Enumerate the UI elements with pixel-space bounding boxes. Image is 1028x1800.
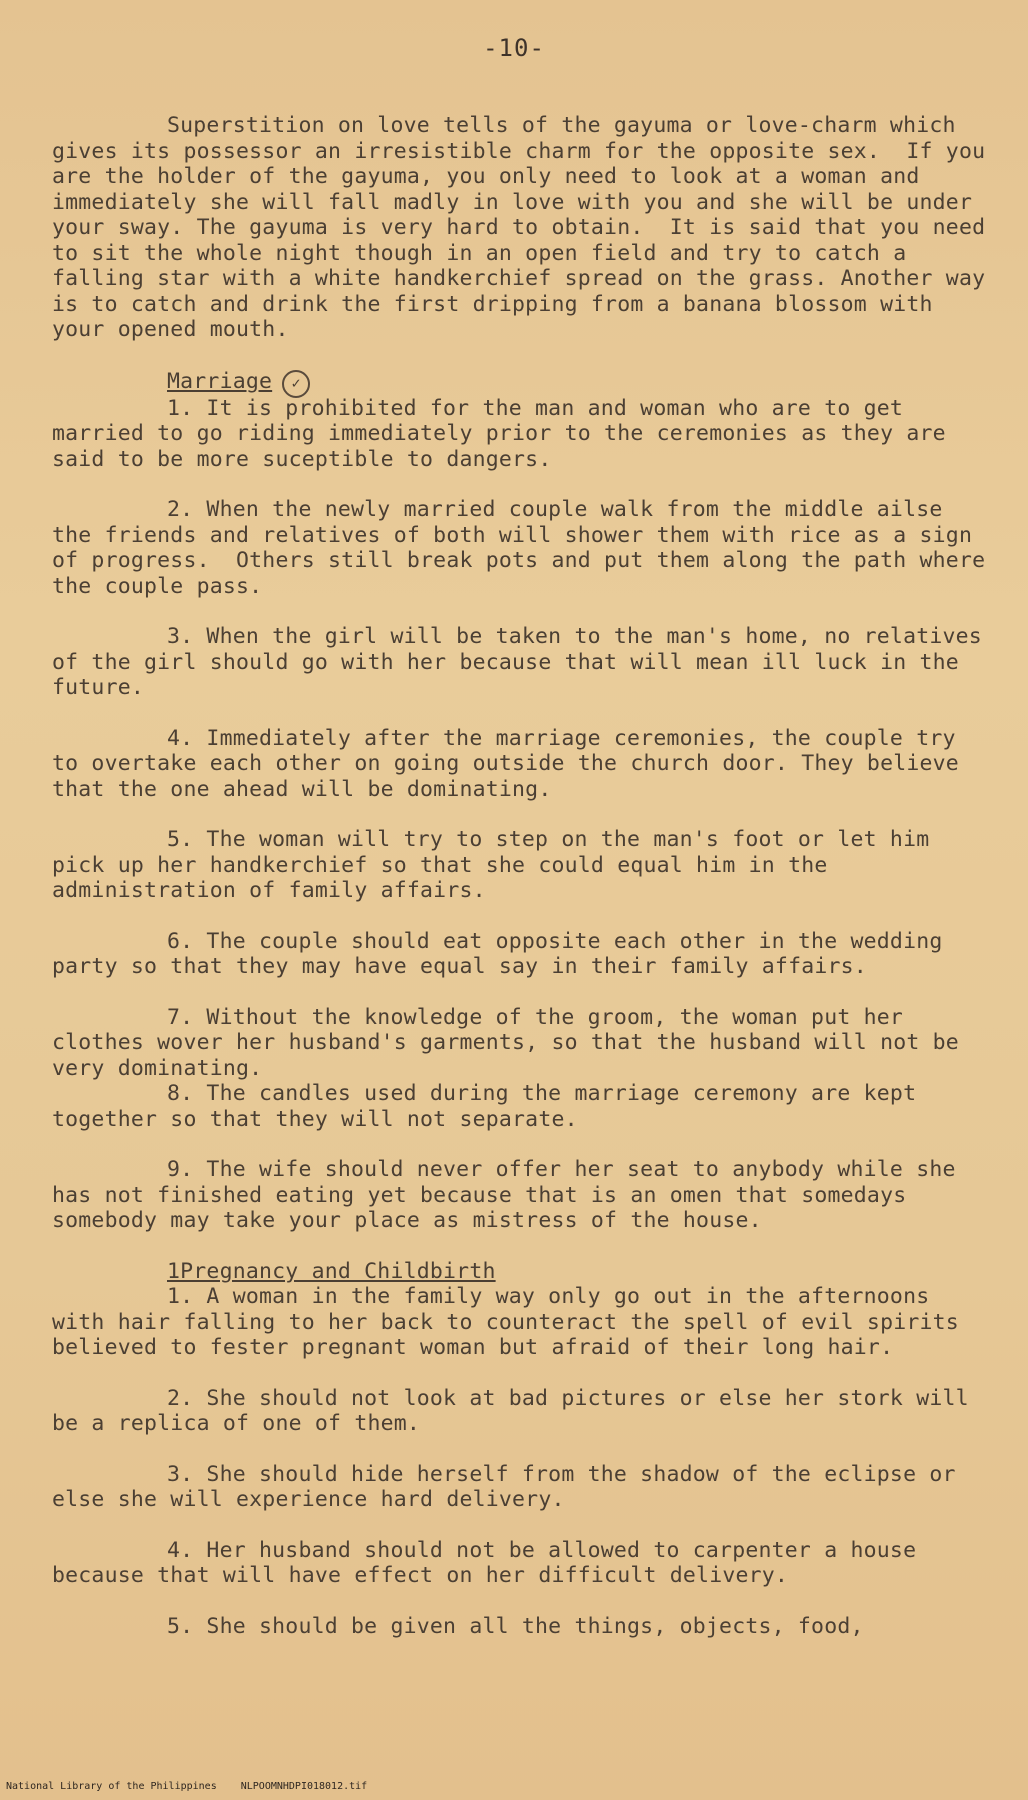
pregnancy-heading-row <box>52 1259 992 1285</box>
marriage-item-5: 5. The woman will try to step on the man's foot or let him pick up her handkerchief so that she could equal him in the administration of family affairs. <box>52 827 943 903</box>
marriage-item-1: 1. It is prohibited for the man and woman who are to get married to go riding immediately prior to the ceremonies as they are said to be more suceptible to dangers. <box>52 395 959 472</box>
checkmark-icon: ✓ <box>282 370 310 398</box>
pregnancy-item-2: 2. She should not look at bad pictures or else her stork will be a replica of one of them. <box>52 1385 982 1436</box>
marriage-item-7: 7. Without the knowledge of the groom, the woman put her clothes wover her husband's garments, so that the husband will not be very dominating. <box>52 1004 973 1081</box>
footer-source: National Library of the Philippines <box>6 1781 217 1792</box>
intro-paragraph: Superstition on love tells of the gayuma or love-charm which gives its possessor an irresistible charm for the opposite sex. If you are the holder of the gayuma, you only need to look at a woman and immediately she will fall madly in love with you and she will be under your sway. The gayuma is very hard to obtain. It is said that you need to sit the whole night though in an open field and try to catch a falling star with a white handkerchief spread on the grass. Another way is to catch and drink the first dripping from a banana blossom with your opened mouth. <box>52 113 999 342</box>
pregnancy-item-5: 5. She should be given all the things, objects, food, <box>167 1613 864 1639</box>
pregnancy-item-4: 4. Her husband should not be allowed to carpenter a house because that will have effect on her difficult delivery. <box>52 1537 930 1588</box>
marriage-item-4: 4. Immediately after the marriage ceremonies, the couple try to overtake each other on going outside the church door. They believe that the one ahead will be dominating. <box>52 725 973 802</box>
marriage-item-8: 8. The candles used during the marriage ceremony are kept together so that they will not separate. <box>52 1081 930 1132</box>
marriage-heading-row <box>52 368 992 396</box>
pregnancy-item-3: 3. She should hide herself from the shadow of the eclipse or else she will experience hard delivery. <box>52 1461 969 1512</box>
marriage-item-3: 3. When the girl will be taken to the man's home, no relatives of the girl should go with her because that will mean ill luck in the future. <box>52 624 996 700</box>
scan-footer <box>6 1781 385 1792</box>
document-body <box>52 113 999 1664</box>
marriage-item-2: 2. When the newly married couple walk from the middle ailse the friends and relatives of both will shower them with rice as a sign of progress. Others still break pots and put them along the path where the couple pass. <box>52 497 999 599</box>
page-number: -10- <box>483 34 545 62</box>
marriage-heading: Marriage <box>167 368 273 394</box>
footer-filename: NLPOOMNHDPI018012.tif <box>240 1781 368 1792</box>
pregnancy-item-1: 1. A woman in the family way only go out in the afternoons with hair falling to her back to counteract the spell of evil spirits believed to fester pregnant woman but afraid of their long hair. <box>52 1284 973 1360</box>
marriage-item-6: 6. The couple should eat opposite each other in the wedding party so that they may have equal say in their family affairs. <box>52 928 956 979</box>
pregnancy-heading: 1Pregnancy and Childbirth <box>167 1258 496 1284</box>
marriage-item-9: 9. The wife should never offer her seat to anybody while she has not finished eating yet because that is an omen that somedays somebody may take your place as mistress of the house. <box>52 1157 969 1233</box>
